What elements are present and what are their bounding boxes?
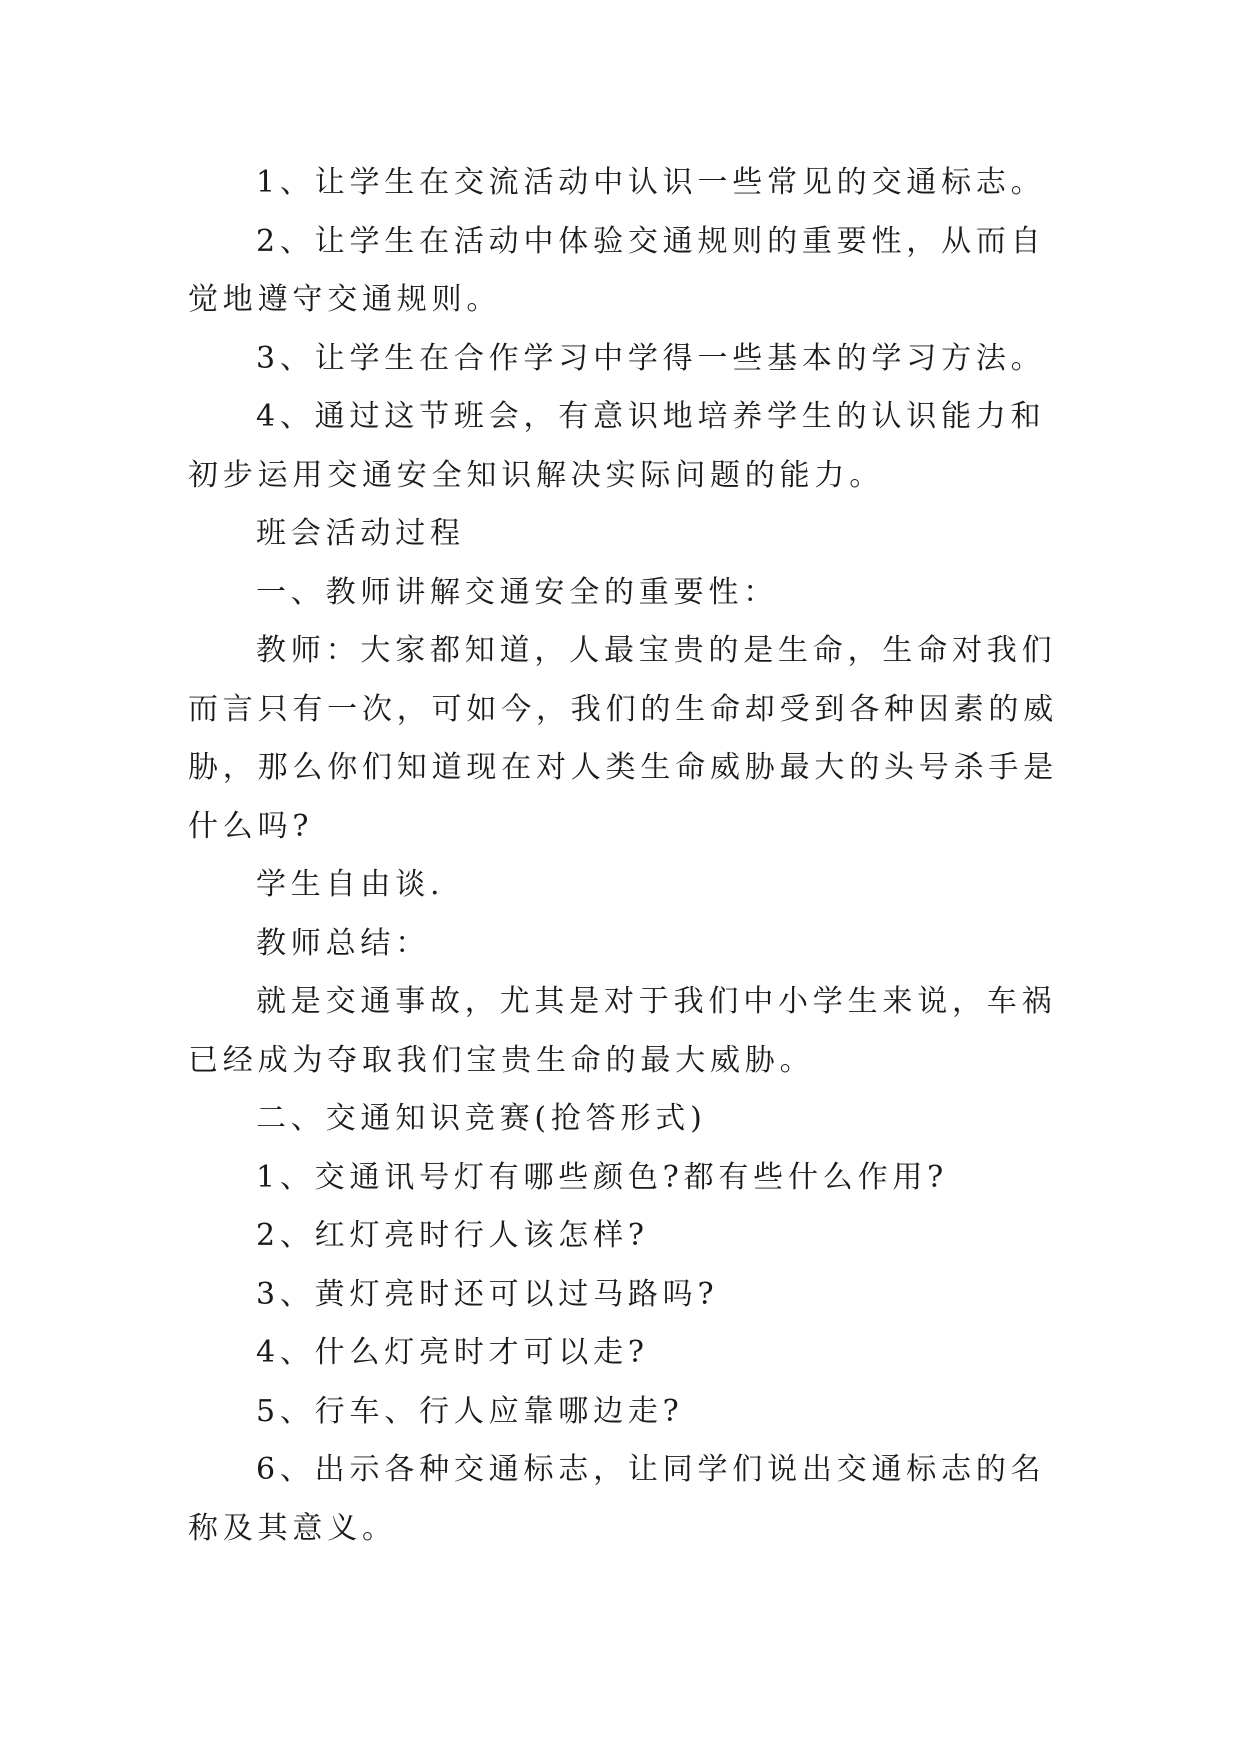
- section-heading-1: 一、教师讲解交通安全的重要性：: [256, 574, 778, 610]
- teacher-intro-paragraph: 教师：大家都知道，人最宝贵的是生命，生命对我们而言只有一次，可如今，我们的生命却受到各种因素的威胁，那么你们知道现在对人类生命威胁最大的头号杀手是什么吗?: [188, 633, 1058, 844]
- objective-2: 2、让学生在活动中体验交通规则的重要性，从而自觉地遵守交通规则。: [188, 223, 1046, 317]
- objective-4: 4、通过这节班会，有意识地培养学生的认识能力和初步运用交通安全知识解决实际问题的能力。: [188, 399, 1046, 493]
- quiz-question-5: 5、行车、行人应靠哪边走?: [256, 1393, 684, 1429]
- students-discuss: 学生自由谈.: [256, 867, 445, 902]
- quiz-question-2: 2、红灯亮时行人该怎样?: [256, 1218, 649, 1253]
- document-body: [188, 154, 1068, 1558]
- quiz-question-1: 1、交通讯号灯有哪些颜色?都有些什么作用?: [256, 1159, 949, 1195]
- quiz-question-4: 4、什么灯亮时才可以走?: [256, 1335, 649, 1370]
- teacher-summary-paragraph: 就是交通事故，尤其是对于我们中小学生来说，车祸已经成为夺取我们宝贵生命的最大威胁。: [188, 984, 1057, 1078]
- section-heading-process: 班会活动过程: [256, 516, 465, 551]
- teacher-summary-label: 教师总结：: [256, 925, 430, 961]
- section-heading-2: 二、交通知识竞赛(抢答形式): [256, 1101, 707, 1136]
- objective-1: 1、让学生在交流活动中认识一些常见的交通标志。: [256, 165, 1046, 200]
- objective-3: 3、让学生在合作学习中学得一些基本的学习方法。: [256, 340, 1046, 376]
- quiz-question-6: 6、出示各种交通标志，让同学们说出交通标志的名称及其意义。: [188, 1452, 1046, 1546]
- quiz-question-3: 3、黄灯亮时还可以过马路吗?: [256, 1276, 719, 1312]
